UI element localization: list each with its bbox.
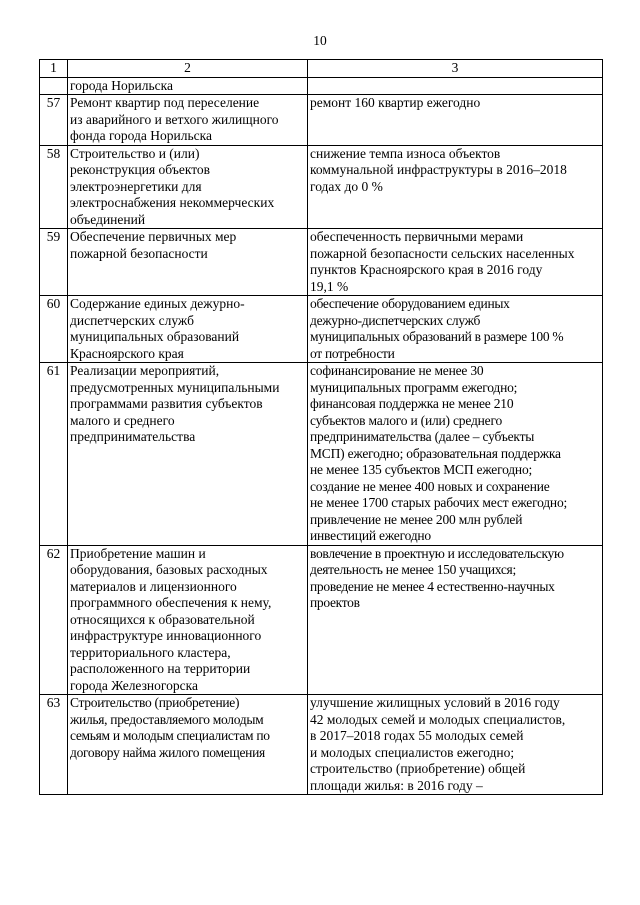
measure-name — [68, 145, 308, 229]
table-header-row — [40, 60, 603, 78]
measure-name-text: Содержание единых дежурно- диспетчерских служб муниципальных образований Красноярского края — [70, 296, 245, 361]
measure-result-text: снижение темпа износа объектов коммунальной инфраструктуры в 2016–2018 годах до 0 % — [310, 145, 567, 194]
page-number: 10 — [313, 33, 327, 48]
table-row — [40, 296, 603, 363]
measure-result — [308, 545, 603, 695]
column-header-1: 1 — [40, 60, 68, 78]
measure-result — [308, 229, 603, 296]
row-number: 61 — [40, 363, 68, 546]
measure-name-text: Приобретение машин и оборудования, базовых расходных материалов и лицензионного программного обеспечения к нему, относящихся к образовательной инфраструктуре инновационного территориального кластера, расположенного на территории города Железногорска — [70, 545, 272, 693]
measure-result — [308, 296, 603, 363]
measure-name-text: Реализации мероприятий, предусмотренных муниципальными программами развития субъектов малого и среднего предпринимательства — [70, 363, 280, 444]
table-row — [40, 695, 603, 795]
measure-name — [68, 363, 308, 546]
row-number: 63 — [40, 695, 68, 795]
table-row — [40, 77, 603, 95]
column-header-3: 3 — [308, 60, 603, 78]
measure-name — [68, 95, 308, 146]
column-header-2: 2 — [68, 60, 308, 78]
measure-result — [308, 145, 603, 229]
row-number: 58 — [40, 145, 68, 229]
row-number: 57 — [40, 95, 68, 146]
table-row — [40, 545, 603, 695]
measure-name — [68, 695, 308, 795]
measure-result — [308, 95, 603, 146]
measure-name-text: Обеспечение первичных мер пожарной безопасности — [70, 229, 237, 261]
measure-name — [68, 545, 308, 695]
table-row — [40, 145, 603, 229]
measure-name-text: Строительство и (или) реконструкция объектов электроэнергетики для электроснабжения некоммерческих объединений — [70, 145, 275, 227]
measure-result — [308, 77, 603, 95]
row-number: 60 — [40, 296, 68, 363]
measure-name-text: города Норильска — [70, 77, 174, 93]
measure-result — [308, 695, 603, 795]
row-number — [40, 77, 68, 95]
measure-result-text: обеспечение оборудованием единых дежурно-диспетчерских служб муниципальных образований в размере 100 % от потребности — [310, 296, 564, 361]
row-number: 59 — [40, 229, 68, 296]
measures-table — [39, 59, 603, 795]
measure-name-text: Строительство (приобретение) жилья, предоставляемого молодым семьям и молодым специалистам по договору найма жилого помещения — [70, 695, 270, 760]
table-row — [40, 229, 603, 296]
measure-name — [68, 296, 308, 363]
measure-result-text: обеспеченность первичными мерами пожарной безопасности сельских населенных пунктов Красноярского края в 2016 году 19,1 % — [310, 229, 575, 294]
table-row — [40, 95, 603, 146]
measure-result — [308, 363, 603, 546]
row-number: 62 — [40, 545, 68, 695]
measure-result-text: вовлечение в проектную и исследовательскую деятельность не менее 150 учащихся; проведение не менее 4 естественно-научных проектов — [310, 545, 564, 610]
measure-result-text: улучшение жилищных условий в 2016 году 42 молодых семей и молодых специалистов, в 2017–2018 годах 55 молодых семей и молодых специалистов ежегодно; строительство (приобретение) общей площади жилья: в 2016 году – — [310, 695, 566, 793]
measure-result-text: софинансирование не менее 30 муниципальных программ ежегодно; финансовая поддержка не менее 210 субъектов малого и (или) среднего предпринимательства (далее – субъекты МСП) ежегодно; образовательная поддержка не менее 135 субъектов МСП ежегодно; создание не менее 400 новых и сохранение не менее 1700 старых рабочих мест ежегодно; привлечение не менее 200 млн рублей инвестиций ежегодно — [310, 363, 568, 543]
measure-name-text: Ремонт квартир под переселение из аварийного и ветхого жилищного фонда города Норильска — [70, 95, 279, 143]
table-row — [40, 363, 603, 546]
measure-result-text: ремонт 160 квартир ежегодно — [310, 95, 481, 110]
measure-name — [68, 229, 308, 296]
measure-name — [68, 77, 308, 95]
